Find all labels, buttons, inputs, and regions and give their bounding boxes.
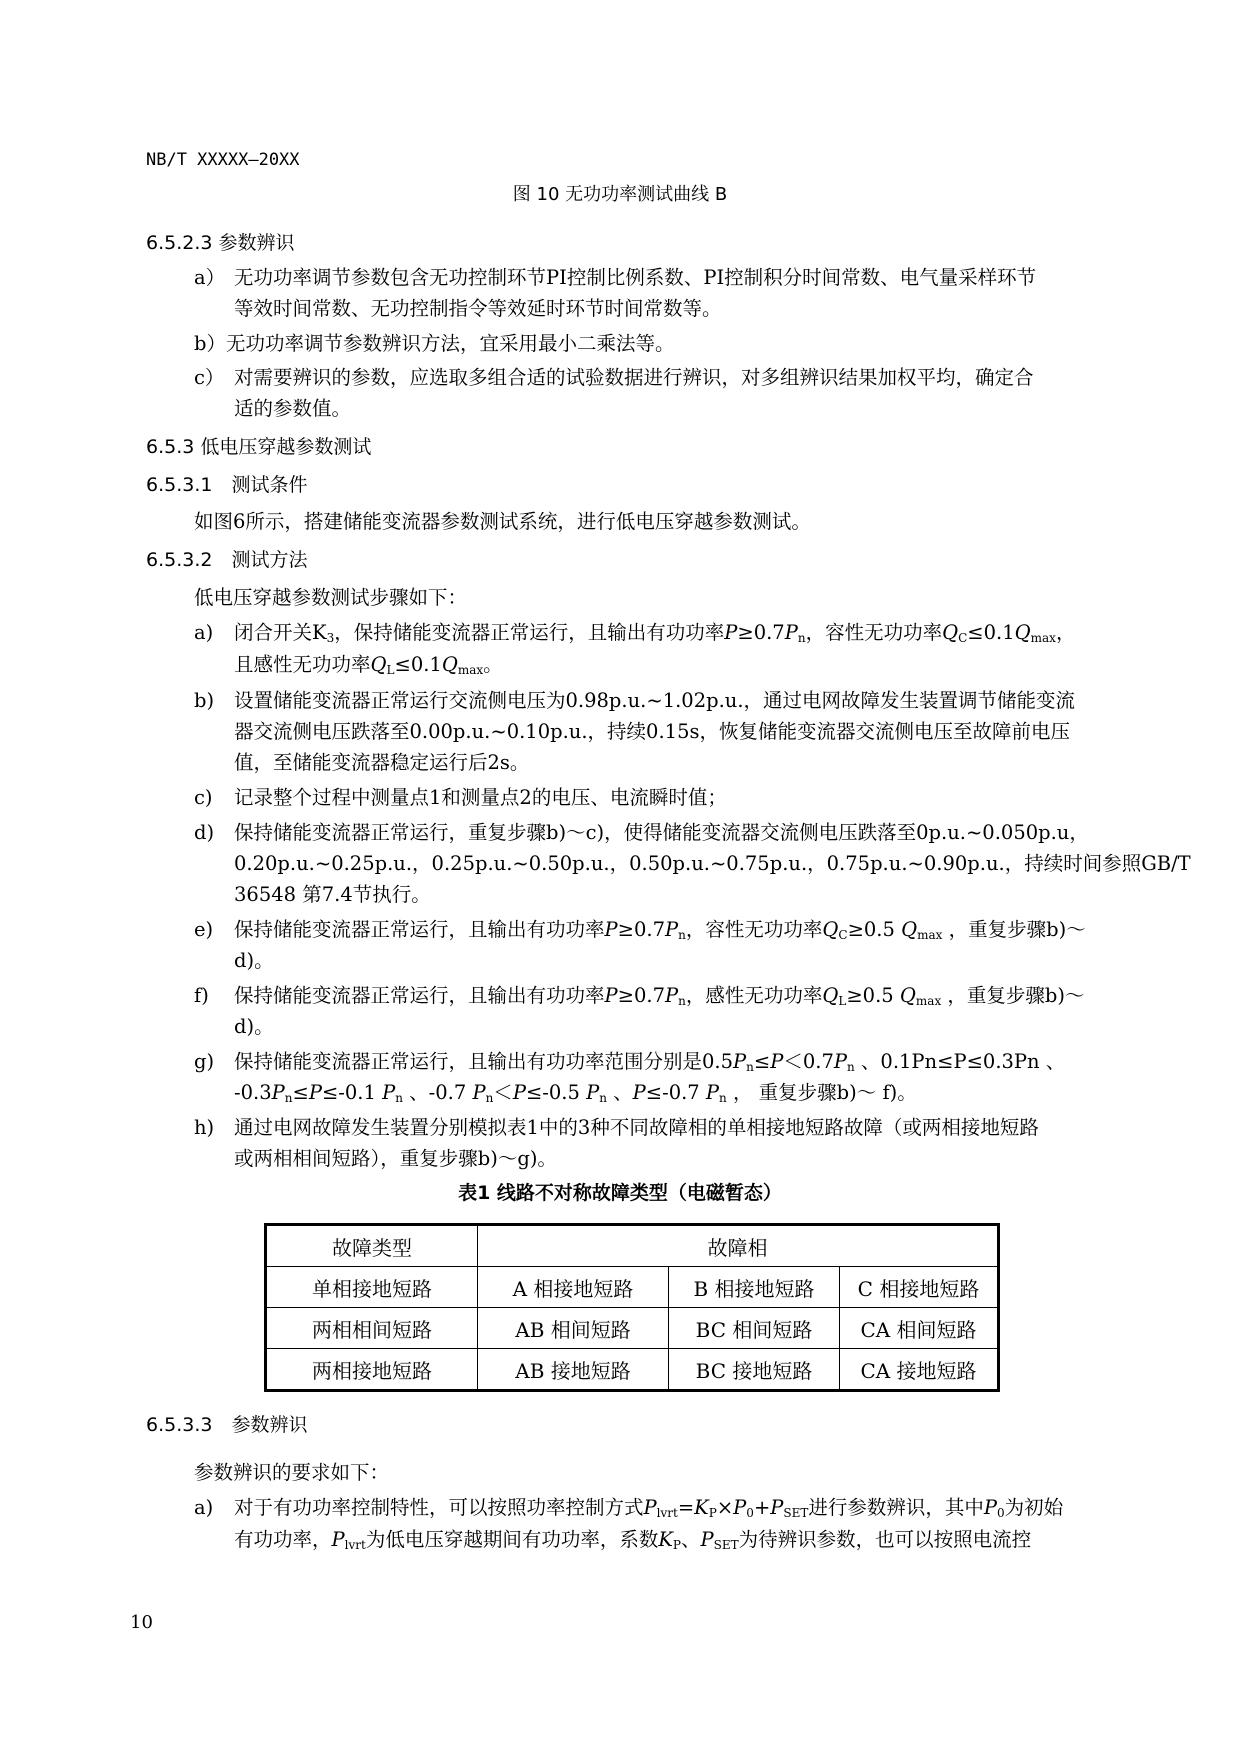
- item-label: a): [194, 621, 214, 644]
- subscript: lvrt: [344, 1538, 366, 1552]
- step-a-line1: [194, 617, 1075, 645]
- text-run: -0.3: [234, 1081, 272, 1104]
- para-6533-intro: 参数辨识的要求如下：: [194, 1461, 390, 1484]
- item-6523-c-line1: [194, 362, 1034, 390]
- subscript: 3: [326, 631, 335, 645]
- text-run: 保持储能变流器正常运行，重复步骤b)～c)，使得储能变流器交流侧电压跌落至0p.u.~0.050p.u，: [234, 821, 1089, 844]
- item-label: h): [194, 1116, 215, 1139]
- text-run: ，容性无功功率: [685, 918, 823, 941]
- var: Q: [370, 653, 387, 676]
- step-f-line1: [194, 980, 1085, 1008]
- table-header-cell: 故障相: [478, 1225, 999, 1267]
- para-6531-body: 如图6所示，搭建储能变流器参数测试系统，进行低电压穿越参数测试。: [194, 510, 811, 533]
- subscript: L: [838, 994, 847, 1008]
- var: K: [658, 1528, 673, 1551]
- table-header-row: [266, 1225, 999, 1267]
- text-run: ，容性无功功率: [805, 621, 943, 644]
- text-run: 为初始: [1004, 1496, 1064, 1519]
- var: P: [700, 1528, 714, 1551]
- var: P: [632, 1081, 646, 1104]
- text-run: 、0.1Pn≤P≤0.3Pn 、: [854, 1050, 1066, 1073]
- step-d-line3: 36548 第7.4节执行。: [234, 883, 431, 906]
- subscript: n: [746, 1060, 754, 1074]
- var: P: [665, 984, 679, 1007]
- text-run: ，感性无功功率: [685, 984, 823, 1007]
- var: P: [331, 1528, 345, 1551]
- var: P: [604, 984, 618, 1007]
- step-d-line2: 0.20p.u.~0.25p.u.，0.25p.u.~0.50p.u.，0.50p.u.~0.75p.u.，0.75p.u.~0.90p.u.，持续时间参照GB/T: [234, 852, 1191, 875]
- step-h-line1: [194, 1112, 1039, 1140]
- subscript: 0: [997, 1506, 1005, 1520]
- table-header-cell: 故障类型: [266, 1225, 478, 1267]
- var: P: [733, 1050, 747, 1073]
- subscript: C: [838, 928, 848, 942]
- var: P: [724, 621, 738, 644]
- item-label: c): [194, 786, 213, 809]
- text-run: 、: [606, 1081, 633, 1104]
- item-label: a): [194, 1496, 214, 1519]
- step-c-line1: [194, 782, 727, 810]
- step-a-line2: [234, 649, 503, 677]
- var: P: [586, 1081, 600, 1104]
- step-d-line1: [194, 817, 1089, 845]
- step-b-line3: 值，至储能变流器稳定运行后2s。: [234, 751, 530, 774]
- subscript: lvrt: [656, 1506, 678, 1520]
- table-row: [266, 1308, 999, 1349]
- heading-653: 6.5.3 低电压穿越参数测试: [146, 436, 372, 458]
- subscript: P: [708, 1506, 717, 1520]
- item-label: f): [194, 984, 209, 1007]
- heading-6532: 6.5.3.2 测试方法: [146, 549, 308, 571]
- var: P: [705, 1081, 720, 1104]
- text-run: 为低电压穿越期间有功功率，系数: [365, 1528, 659, 1551]
- text-run: 、-0.7: [402, 1081, 473, 1104]
- table-caption: 表1 线路不对称故障类型（电磁暂态）: [458, 1182, 782, 1204]
- text-run: 记录整个过程中测量点1和测量点2的电压、电流瞬时值；: [234, 786, 727, 809]
- text-run: ，重复步骤b)～: [941, 984, 1085, 1007]
- step-f-line2: d)。: [234, 1015, 274, 1038]
- text-run: ≥0.7: [617, 984, 665, 1007]
- item-label: a）: [194, 266, 226, 289]
- item-6523-a-line1: [194, 262, 1036, 290]
- var: K: [694, 1496, 709, 1519]
- var: P: [770, 1496, 784, 1519]
- item-label: g): [194, 1050, 215, 1073]
- para-6532-intro: 低电压穿越参数测试步骤如下：: [194, 586, 468, 609]
- text-run: 、: [681, 1528, 701, 1551]
- table-cell: 单相接地短路: [266, 1267, 478, 1308]
- item-label: c）: [194, 366, 225, 389]
- step-b-line2: 器交流侧电压跌落至0.00p.u.~0.10p.u.，持续0.15s，恢复储能变流器交流侧电压至故障前电压: [234, 720, 1070, 743]
- var: Q: [899, 984, 916, 1007]
- ident-a-line2: [234, 1524, 1031, 1552]
- item-text: 无功功率调节参数包含无功控制环节PI控制比例系数、PI控制积分时间常数、电气量采样环节: [234, 266, 1037, 289]
- text-run: =: [677, 1496, 695, 1519]
- table-row: [266, 1267, 999, 1308]
- item-6523-a-line2: 等效时间常数、无功控制指令等效延时环节时间常数等。: [234, 297, 722, 320]
- subscript: n: [485, 1091, 494, 1105]
- text-run: 有功功率，: [234, 1528, 332, 1551]
- text-run: ≤: [753, 1050, 771, 1073]
- table-cell: AB 接地短路: [478, 1349, 669, 1391]
- table-cell: CA 接地短路: [840, 1349, 999, 1391]
- table-cell: 两相接地短路: [266, 1349, 478, 1391]
- subscript: n: [678, 928, 686, 942]
- subscript: max: [915, 994, 942, 1008]
- text-run: ≥0.5: [847, 918, 902, 941]
- text-run: ×: [716, 1496, 734, 1519]
- var: P: [770, 1050, 784, 1073]
- text-run: ≤-0.5: [525, 1081, 587, 1104]
- var: P: [665, 918, 679, 941]
- text-run: ＜0.7: [783, 1050, 834, 1073]
- subscript: n: [599, 1091, 607, 1105]
- table-cell: 两相相间短路: [266, 1308, 478, 1349]
- heading-6531: 6.5.3.1 测试条件: [146, 474, 308, 496]
- page-number: 10: [130, 1612, 153, 1633]
- item-6523-c-line2: 适的参数值。: [234, 397, 352, 420]
- table-row: [266, 1349, 999, 1391]
- subscript: L: [386, 663, 395, 677]
- table-cell: A 相接地短路: [478, 1267, 669, 1308]
- subscript: 0: [746, 1506, 754, 1520]
- step-e-line2: d)。: [234, 949, 274, 972]
- item-label: e): [194, 918, 214, 941]
- table-cell: CA 相间短路: [840, 1308, 999, 1349]
- table-cell: B 相接地短路: [669, 1267, 840, 1308]
- step-e-line1: [194, 914, 1086, 942]
- subscript: max: [1030, 631, 1056, 645]
- item-label: b): [194, 689, 215, 712]
- text-run: ≤0.1: [967, 621, 1015, 644]
- var: Q: [901, 918, 918, 941]
- subscript: SET: [713, 1538, 739, 1552]
- text-run: ，保持储能变流器正常运行，且输出有功功率: [334, 621, 725, 644]
- var: P: [271, 1081, 285, 1104]
- var: P: [512, 1081, 526, 1104]
- item-label: d): [194, 821, 215, 844]
- var: Q: [822, 918, 839, 941]
- var: P: [308, 1081, 322, 1104]
- subscript: max: [917, 928, 943, 942]
- heading-6523: 6.5.2.3 参数辨识: [146, 232, 295, 254]
- var: P: [643, 1496, 657, 1519]
- step-g-line2: [234, 1077, 917, 1105]
- item-text: 对需要辨识的参数，应选取多组合适的试验数据进行辨识，对多组辨识结果加权平均，确定合: [234, 366, 1034, 389]
- var: P: [733, 1496, 747, 1519]
- subscript: n: [284, 1091, 293, 1105]
- text-run: ≥0.7: [617, 918, 665, 941]
- subscript: n: [846, 1060, 855, 1074]
- text-run: ，: [1055, 621, 1076, 644]
- var: Q: [441, 653, 458, 676]
- var: Q: [822, 984, 839, 1007]
- ident-a-line1: [194, 1492, 1063, 1520]
- var: P: [604, 918, 618, 941]
- doc-header-id: NB/T XXXXX—20XX: [146, 150, 300, 170]
- fault-type-table: [264, 1223, 1000, 1392]
- var: P: [784, 621, 798, 644]
- subscript: n: [719, 1091, 727, 1105]
- figure-caption: 图 10 无功功率测试曲线 B: [512, 184, 728, 205]
- text-run: 保持储能变流器正常运行，且输出有功功率: [234, 918, 605, 941]
- subscript: SET: [783, 1506, 809, 1520]
- table-cell: AB 相间短路: [478, 1308, 669, 1349]
- var: Q: [942, 621, 959, 644]
- table-cell: C 相接地短路: [840, 1267, 999, 1308]
- text-run: 为待辨识参数，也可以按照电流控: [738, 1528, 1032, 1551]
- subscript: P: [672, 1538, 681, 1552]
- item-6523-b-line1: b）无功功率调节参数辨识方法，宜采用最小二乘法等。: [194, 332, 675, 355]
- text-run: 对于有功功率控制特性，可以按照功率控制方式: [234, 1496, 644, 1519]
- text-run: 闭合开关K: [234, 621, 327, 644]
- text-run: ≤: [292, 1081, 309, 1104]
- text-run: 保持储能变流器正常运行，且输出有功功率范围分别是0.5: [234, 1050, 734, 1073]
- text-run: ＜: [493, 1081, 513, 1104]
- var: P: [983, 1496, 998, 1519]
- text-run: ≥0.5: [846, 984, 900, 1007]
- subscript: n: [678, 994, 686, 1008]
- var: P: [833, 1050, 847, 1073]
- step-g-line1: [194, 1046, 1065, 1074]
- text-run: ≤-0.7: [645, 1081, 706, 1104]
- step-b-line1: [194, 685, 1075, 713]
- text-run: 保持储能变流器正常运行，且输出有功功率: [234, 984, 605, 1007]
- var: P: [472, 1081, 486, 1104]
- subscript: n: [395, 1091, 403, 1105]
- text-run: 进行参数辨识，其中: [808, 1496, 984, 1519]
- var: P: [382, 1081, 396, 1104]
- text-run: ≤0.1: [394, 653, 442, 676]
- text-run: ≤-0.1: [321, 1081, 383, 1104]
- text-run: 。: [483, 653, 503, 676]
- text-run: ≥0.7: [737, 621, 785, 644]
- subscript: max: [457, 663, 484, 677]
- table-cell: BC 接地短路: [669, 1349, 840, 1391]
- text-run: ， 重复步骤b)～ f)。: [726, 1081, 917, 1104]
- text-run: +: [753, 1496, 771, 1519]
- text-run: ，重复步骤b)～: [942, 918, 1086, 941]
- subscript: n: [797, 631, 806, 645]
- table-cell: BC 相间短路: [669, 1308, 840, 1349]
- heading-6533: 6.5.3.3 参数辨识: [146, 1414, 308, 1436]
- var: Q: [1014, 621, 1031, 644]
- text-run: 且感性无功功率: [234, 653, 371, 676]
- subscript: C: [958, 631, 968, 645]
- step-h-line2: 或两相相间短路），重复步骤b)～g)。: [234, 1147, 557, 1170]
- text-run: 通过电网故障发生装置分别模拟表1中的3种不同故障相的单相接地短路故障（或两相接地短路: [234, 1116, 1039, 1139]
- text-run: 设置储能变流器正常运行交流侧电压为0.98p.u.~1.02p.u.，通过电网故障发生装置调节储能变流: [234, 689, 1076, 712]
